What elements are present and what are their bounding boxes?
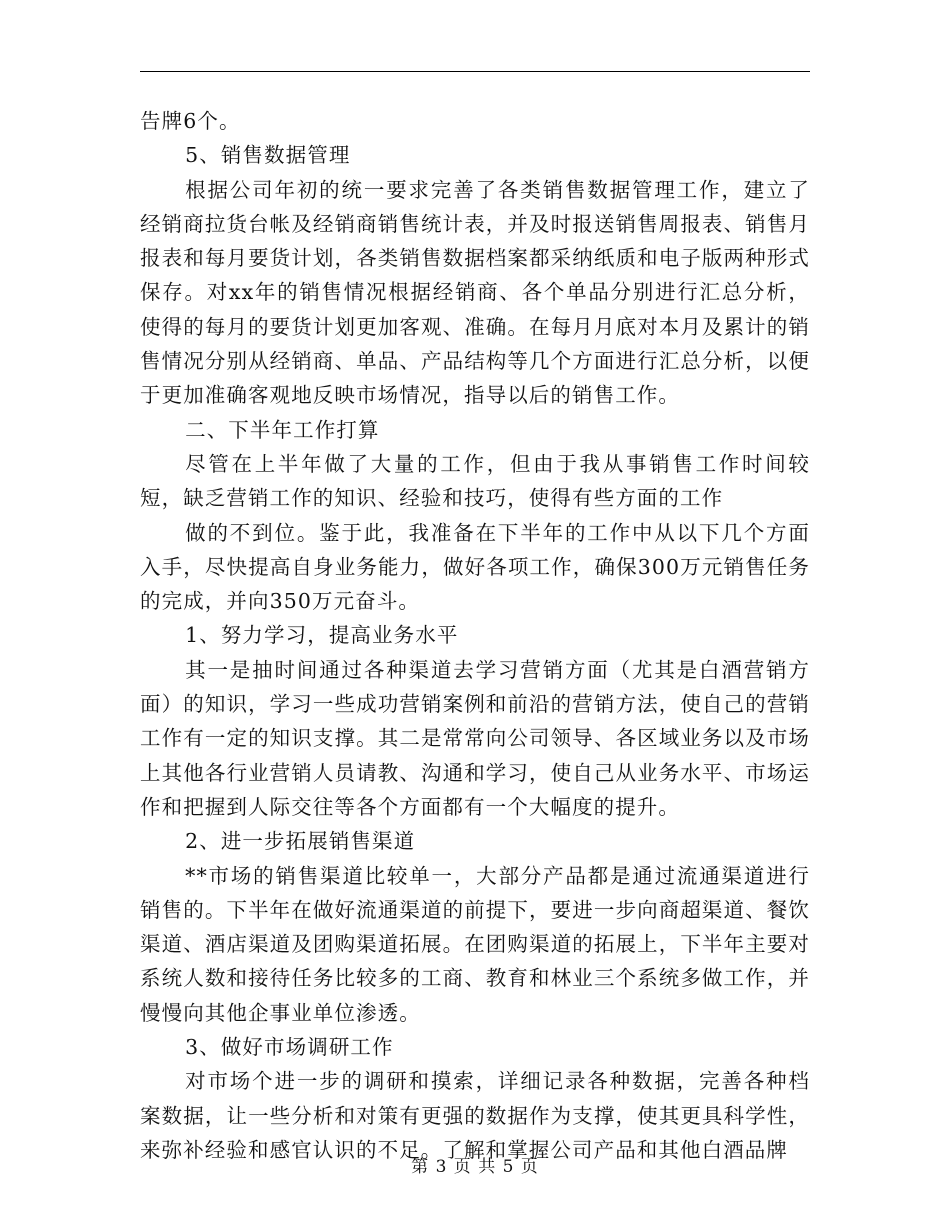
page-number-footer: 第 3 页 共 5 页 [411, 1157, 539, 1177]
paragraph: 做的不到位。鉴于此，我准备在下半年的工作中从以下几个方面入手，尽快提高自身业务能力，做好各项工作，确保300万元销售任务的完成，并向350万元奋斗。 [140, 520, 810, 614]
section-heading: 2、进一步拓展销售渠道 [185, 829, 416, 854]
paragraph: 告牌6个。 [140, 109, 241, 133]
paragraph: 尽管在上半年做了大量的工作，但由于我从事销售工作时间较短，缺乏营销工作的知识、经验和技巧，使得有些方面的工作 [140, 451, 810, 511]
section-heading: 二、下半年工作打算 [185, 417, 380, 442]
section-heading: 3、做好市场调研工作 [185, 1035, 394, 1060]
section-heading: 1、努力学习，提高业务水平 [185, 623, 459, 648]
paragraph: 根据公司年初的统一要求完善了各类销售数据管理工作，建立了经销商拉货台帐及经销商销售统计表，并及时报送销售周报表、销售月报表和每月要货计划，各类销售数据档案都采纳纸质和电子版两种形式保存。对xx年的销售情况根据经销商、各个单品分别进行汇总分析，使得的每月的要货计划更加客观、准确。在每月月底对本月及累计的销售情况分别从经销商、单品、产品结构等几个方面进行汇总分析，以便于更加准确客观地反映市场情况，指导以后的销售工作。 [140, 177, 810, 408]
section-heading: 5、销售数据管理 [185, 143, 351, 168]
paragraph: 其一是抽时间通过各种渠道去学习营销方面（尤其是白酒营销方面）的知识，学习一些成功营销案例和前沿的营销方法，使自己的营销工作有一定的知识支撑。其二是常常向公司领导、各区域业务以及市场上其他各行业营销人员请教、沟通和学习，使自己从业务水平、市场运作和把握到人际交往等各个方面都有一个大幅度的提升。 [140, 657, 810, 819]
paragraph: 对市场个进一步的调研和摸索，详细记录各种数据，完善各种档案数据，让一些分析和对策有更强的数据作为支撑，使其更具科学性，来弥补经验和感官认识的不足。了解和掌握公司产品和其他白酒品牌 [140, 1069, 810, 1162]
header-rule [140, 71, 810, 72]
document-body [140, 104, 810, 1167]
paragraph: **市场的销售渠道比较单一，大部分产品都是通过流通渠道进行销售的。下半年在做好流通渠道的前提下，要进一步向商超渠道、餐饮渠道、酒店渠道及团购渠道拓展。在团购渠道的拓展上，下半年主要对系统人数和接待任务比较多的工商、教育和林业三个系统多做工作，并慢慢向其他企事业单位渗透。 [140, 863, 810, 1025]
